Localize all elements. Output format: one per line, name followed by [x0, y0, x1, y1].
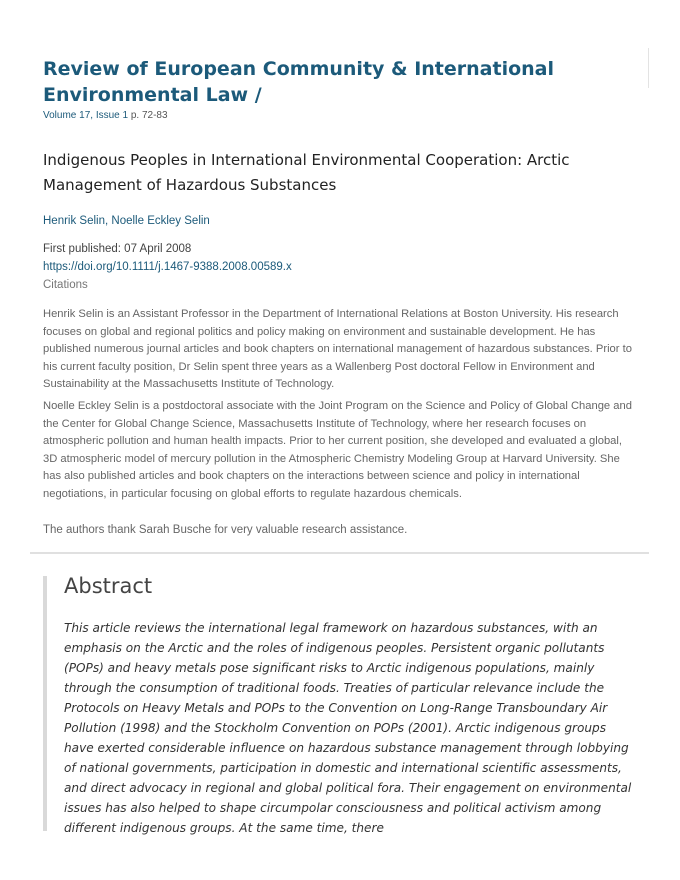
section-divider — [30, 552, 649, 554]
author-link[interactable]: Noelle Eckley Selin — [111, 215, 210, 227]
author-separator: , — [105, 215, 112, 227]
author-bio: Henrik Selin is an Assistant Professor in the Department of International Relations at Boston University. His research focuses on global and regional politics and policy making on environment and sustainable development. He has published numerous journal articles and book chapters on international management of hazardous substances. Prior to his current faculty position, Dr Selin spent three years as a Wallenberg Post doctoral Fellow in Environment and Sustainability at the Massachusetts Institute of Technology. — [43, 308, 632, 390]
publication-date: First published: 07 April 2008 — [43, 243, 192, 255]
right-divider — [648, 48, 649, 88]
journal-title-link[interactable]: Review of European Community & International Environmental Law / — [43, 58, 554, 106]
abstract-left-bar — [43, 576, 47, 831]
acknowledgement: The authors thank Sarah Busche for very valuable research assistance. — [43, 524, 408, 536]
issue-link[interactable]: Volume 17, Issue 1 — [43, 110, 129, 121]
article-title: Indigenous Peoples in International Environmental Cooperation: Arctic Management of Hazardous Substances — [43, 151, 570, 194]
author-list — [43, 215, 210, 227]
abstract-text: This article reviews the international legal framework on hazardous substances, with an emphasis on the Arctic and the roles of indigenous peoples. Persistent organic pollutants (POPs) and heavy metals pose significant risks to Arctic indigenous populations, mainly through the consumption of traditional foods. Treaties of particular relevance include the Protocols on Heavy Metals and POPs to the Convention on Long-Range Transboundary Air Pollution (1998) and the Stockholm Convention on POPs (2001). Arctic indigenous groups have exerted considerable influence on hazardous substance management through lobbying of national governments, participation in domestic and international scientific assessments, and direct advocacy in regional and global political fora. Their engagement on environmental issues has also helped to shape circumpolar consciousness and political activism among different indigenous groups. At the same time, there — [64, 621, 632, 835]
doi-link[interactable]: https://doi.org/10.1111/j.1467-9388.2008.00589.x — [43, 261, 292, 273]
author-link[interactable]: Henrik Selin — [43, 215, 105, 227]
issue-info — [43, 110, 168, 121]
citations-link[interactable]: Citations — [43, 279, 88, 291]
page-range: p. 72-83 — [130, 110, 168, 121]
abstract-heading: Abstract — [64, 574, 153, 598]
author-bio: Noelle Eckley Selin is a postdoctoral associate with the Joint Program on the Science and Policy of Global Change and the Center for Global Change Science, Massachusetts Institute of Technology, where her research focuses on atmospheric pollution and human health impacts. Prior to her current position, she developed and evaluated a global, 3D atmospheric model of mercury pollution in the Atmospheric Chemistry Modeling Group at Harvard University. She has also published articles and book chapters on the interactions between science and policy in international negotiations, in particular focusing on global efforts to regulate hazardous chemicals. — [43, 400, 632, 500]
